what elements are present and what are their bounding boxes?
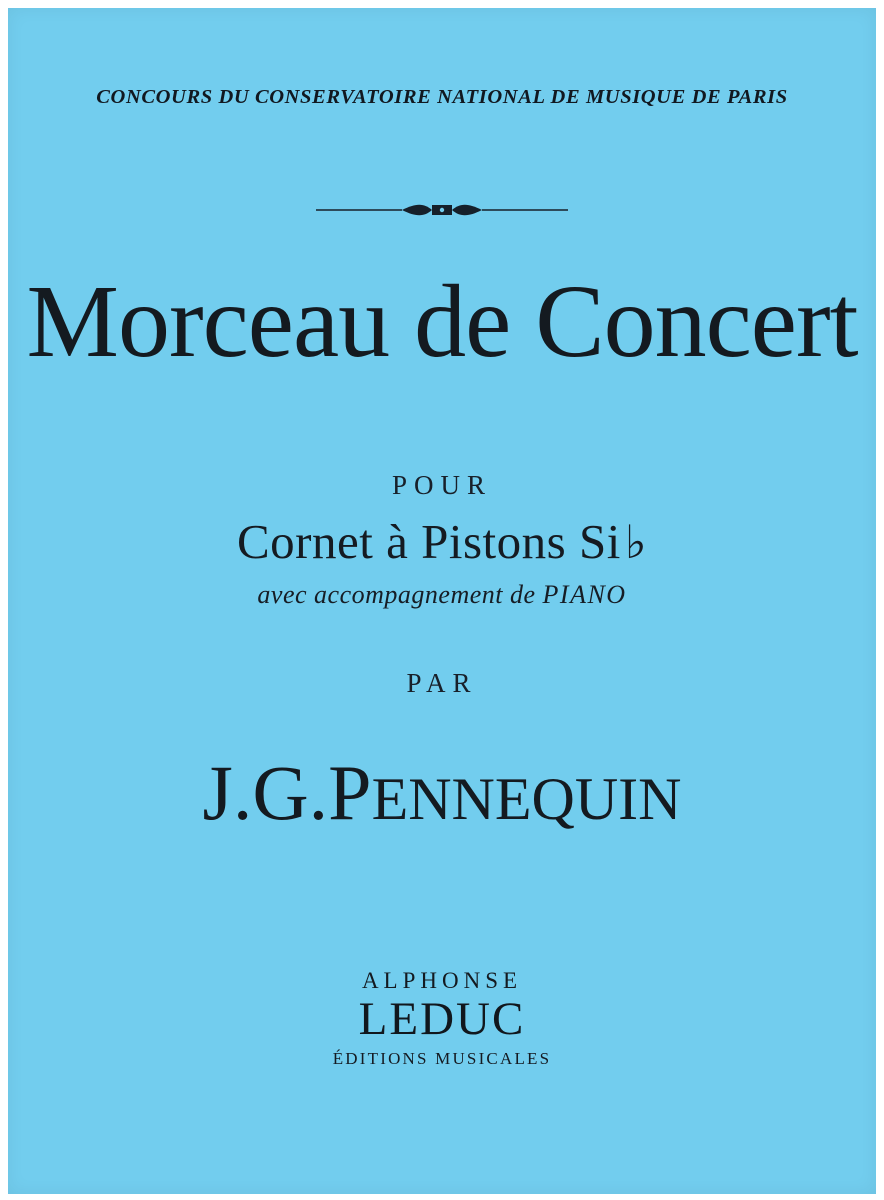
composer-surname-rest: ENNEQUIN: [371, 766, 682, 832]
flat-symbol: ♭: [624, 517, 648, 568]
conservatory-header: CONCOURS DU CONSERVATOIRE NATIONAL DE MUSIQUE DE PARIS: [96, 86, 788, 108]
ornamental-divider-icon: [8, 198, 876, 222]
accompaniment-line: [8, 580, 876, 610]
composer-surname-initial: P: [328, 749, 372, 836]
publisher-name-main: LEDUC: [358, 993, 526, 1046]
instrument-line: [8, 513, 876, 570]
by-label: PAR: [406, 668, 478, 698]
composer-name: [8, 748, 876, 838]
sheet-music-cover: [8, 8, 876, 1194]
accompaniment-de: de: [509, 580, 536, 609]
accompaniment-instrument: PIANO: [542, 580, 627, 609]
accompaniment-prefix: avec accompagnement: [257, 580, 503, 609]
instrument-name: Cornet à Pistons Si: [236, 514, 621, 569]
for-label: POUR: [391, 470, 493, 500]
publisher-block: [8, 968, 876, 1069]
page-title: Morceau de Concert: [26, 264, 858, 379]
publisher-subtitle: ÉDITIONS MUSICALES: [332, 1048, 552, 1068]
publisher-name-top: ALPHONSE: [361, 968, 523, 993]
composer-initials: J.G.: [202, 749, 329, 836]
